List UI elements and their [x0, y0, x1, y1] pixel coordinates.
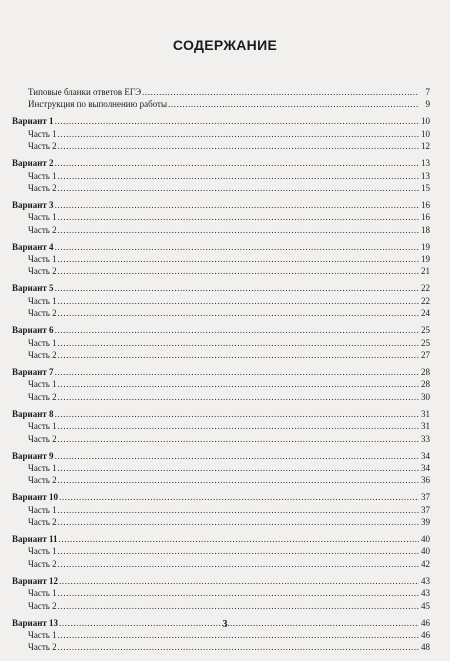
toc-entry-page: 22 [421, 283, 430, 294]
toc-entry-page: 13 [421, 170, 430, 181]
toc-part-entry [12, 170, 430, 182]
toc-part-entry [12, 545, 430, 557]
toc-entry-label: Часть 1 [28, 421, 57, 432]
dot-leader [58, 182, 419, 194]
toc-entry-page: 22 [421, 295, 430, 306]
toc-entry-page: 37 [421, 504, 430, 515]
toc-entry-page: 40 [421, 534, 430, 545]
dot-leader [55, 408, 419, 420]
page-title: СОДЕРЖАНИЕ [172, 37, 278, 53]
toc-entry-label: Вариант 3 [12, 199, 54, 210]
dot-leader [58, 641, 419, 653]
toc-part-entry [12, 629, 430, 641]
toc-entry-page: 19 [421, 254, 430, 265]
toc-entry-page: 46 [421, 629, 430, 640]
dot-leader [58, 349, 419, 361]
toc-entry-label: Вариант 5 [12, 283, 54, 294]
dot-leader [55, 115, 419, 127]
toc-part-entry [12, 378, 430, 390]
toc-part-entry [12, 224, 430, 236]
toc-entry-label: Часть 1 [28, 588, 57, 599]
toc-entry-page: 10 [421, 128, 430, 139]
toc-entry-page: 37 [421, 492, 430, 503]
dot-leader [58, 504, 419, 516]
dot-leader [55, 450, 419, 462]
toc-entry-label: Часть 2 [28, 182, 57, 193]
toc-entry-page: 25 [421, 325, 430, 336]
toc-entry-label: Вариант 9 [12, 450, 54, 461]
toc-variant-entry [12, 450, 430, 462]
dot-leader [59, 575, 419, 587]
toc-entry-page: 24 [421, 308, 430, 319]
toc-entry-label: Часть 2 [28, 141, 57, 152]
dot-leader [55, 241, 419, 253]
toc-part-entry [12, 516, 430, 528]
toc-entry-page: 10 [421, 116, 430, 127]
toc-entry-label: Вариант 10 [12, 492, 59, 503]
dot-leader [59, 533, 419, 545]
toc-variant-entry [12, 491, 430, 503]
toc-entry-label: Часть 2 [28, 224, 57, 235]
toc-entry-label: Часть 2 [28, 433, 57, 444]
toc-variant-entry [12, 199, 430, 211]
toc-variant-entry [12, 408, 430, 420]
toc-entry-page: 9 [425, 99, 430, 110]
toc-entry-label: Часть 1 [28, 254, 57, 265]
toc-entry-page: 48 [421, 642, 430, 653]
dot-leader [58, 170, 419, 182]
toc-entry-label: Вариант 4 [12, 241, 54, 252]
toc-entry-label: Часть 2 [28, 600, 57, 611]
toc-entry-label: Часть 2 [28, 475, 57, 486]
toc-entry-page: 16 [421, 199, 430, 210]
dot-leader [58, 558, 419, 570]
toc-variant-entry [12, 115, 430, 127]
toc-part-entry [12, 420, 430, 432]
toc-entry-label: Часть 1 [28, 170, 57, 181]
toc-variant-entry [12, 366, 430, 378]
dot-leader [142, 86, 419, 98]
toc-entry-page: 28 [421, 366, 430, 377]
dot-leader [58, 307, 419, 319]
toc-entry-page: 13 [421, 158, 430, 169]
toc-entry-page: 31 [421, 408, 430, 419]
toc-part-entry [12, 253, 430, 265]
toc-entry-page: 25 [421, 337, 430, 348]
toc-entry-page: 34 [421, 462, 430, 473]
dot-leader [58, 337, 419, 349]
toc-entry-page: 12 [421, 141, 430, 152]
toc-part-entry [12, 265, 430, 277]
toc-entry-page: 28 [421, 379, 430, 390]
dot-leader [59, 491, 419, 503]
toc-part-entry [12, 307, 430, 319]
dot-leader [58, 128, 419, 140]
toc-entry-label: Часть 1 [28, 212, 57, 223]
table-of-contents [12, 86, 430, 654]
toc-entry-page: 40 [421, 546, 430, 557]
toc-entry-page: 30 [421, 391, 430, 402]
toc-variant-entry [12, 324, 430, 336]
toc-entry-label: Часть 2 [28, 349, 57, 360]
dot-leader [58, 629, 419, 641]
toc-entry-page: 33 [421, 433, 430, 444]
toc-entry-page: 43 [421, 575, 430, 586]
toc-entry-label: Вариант 7 [12, 366, 54, 377]
toc-entry-page: 19 [421, 241, 430, 252]
dot-leader [168, 98, 419, 110]
toc-entry-page: 39 [421, 517, 430, 528]
dot-leader [58, 587, 419, 599]
dot-leader [58, 433, 419, 445]
toc-part-entry [12, 182, 430, 194]
toc-entry-label: Часть 1 [28, 295, 57, 306]
toc-part-entry [12, 391, 430, 403]
toc-entry-label: Часть 1 [28, 504, 57, 515]
dot-leader [58, 516, 419, 528]
toc-entry-page: 16 [421, 212, 430, 223]
toc-entry-page: 46 [421, 617, 430, 628]
toc-part-entry [12, 462, 430, 474]
page-number: 3 [222, 619, 228, 630]
dot-leader [55, 366, 419, 378]
toc-entry-page: 15 [421, 182, 430, 193]
toc-entry-label: Часть 1 [28, 546, 57, 557]
toc-entry-label: Вариант 12 [12, 575, 59, 586]
toc-entry-label: Часть 2 [28, 642, 57, 653]
toc-entry-page: 27 [421, 349, 430, 360]
dot-leader [58, 545, 419, 557]
toc-part-entry [12, 558, 430, 570]
toc-part-entry [12, 641, 430, 653]
toc-entry-label: Часть 1 [28, 337, 57, 348]
toc-entry-page: 42 [421, 558, 430, 569]
toc-variant-entry [12, 157, 430, 169]
toc-part-entry [12, 587, 430, 599]
dot-leader [58, 253, 419, 265]
toc-entry-label: Часть 1 [28, 379, 57, 390]
toc-entry-label: Вариант 6 [12, 325, 54, 336]
toc-variant-entry [12, 282, 430, 294]
dot-leader [58, 420, 419, 432]
toc-part-entry [12, 128, 430, 140]
toc-entry-label: Типовые бланки ответов ЕГЭ [28, 87, 142, 97]
toc-part-entry [12, 140, 430, 152]
dot-leader [58, 391, 419, 403]
toc-intro-entry [12, 86, 430, 98]
toc-entry-label: Часть 1 [28, 128, 57, 139]
toc-entry-label: Вариант 11 [12, 534, 58, 545]
dot-leader [55, 199, 419, 211]
toc-entry-page: 34 [421, 450, 430, 461]
toc-entry-page: 7 [425, 87, 430, 97]
dot-leader [58, 224, 419, 236]
toc-variant-entry [12, 241, 430, 253]
dot-leader [58, 140, 419, 152]
toc-part-entry [12, 600, 430, 612]
toc-variant-entry [12, 533, 430, 545]
toc-entry-page: 45 [421, 600, 430, 611]
toc-variant-entry [12, 575, 430, 587]
dot-leader [55, 324, 419, 336]
toc-entry-label: Вариант 8 [12, 408, 54, 419]
toc-entry-label: Часть 1 [28, 629, 57, 640]
toc-entry-label: Вариант 1 [12, 116, 54, 127]
toc-entry-page: 36 [421, 475, 430, 486]
toc-part-entry [12, 433, 430, 445]
toc-entry-page: 31 [421, 421, 430, 432]
toc-part-entry [12, 295, 430, 307]
toc-part-entry [12, 337, 430, 349]
toc-entry-label: Часть 2 [28, 391, 57, 402]
dot-leader [58, 600, 419, 612]
toc-part-entry [12, 474, 430, 486]
toc-entry-page: 43 [421, 588, 430, 599]
dot-leader [58, 474, 419, 486]
toc-entry-label: Часть 2 [28, 558, 57, 569]
toc-intro-entry [12, 98, 430, 110]
toc-entry-label: Часть 2 [28, 517, 57, 528]
toc-entry-label: Вариант 2 [12, 158, 54, 169]
dot-leader [58, 295, 419, 307]
dot-leader [58, 211, 419, 223]
toc-entry-label: Часть 1 [28, 462, 57, 473]
toc-part-entry [12, 211, 430, 223]
toc-entry-page: 21 [421, 266, 430, 277]
toc-part-entry [12, 504, 430, 516]
dot-leader [58, 265, 419, 277]
toc-part-entry [12, 349, 430, 361]
toc-entry-label: Часть 2 [28, 308, 57, 319]
toc-entry-page: 18 [421, 224, 430, 235]
toc-entry-label: Часть 2 [28, 266, 57, 277]
dot-leader [58, 462, 419, 474]
dot-leader [58, 378, 419, 390]
toc-entry-label: Инструкция по выполнению работы [28, 99, 168, 110]
dot-leader [55, 157, 419, 169]
dot-leader [55, 282, 419, 294]
toc-entry-label: Вариант 13 [12, 617, 59, 628]
